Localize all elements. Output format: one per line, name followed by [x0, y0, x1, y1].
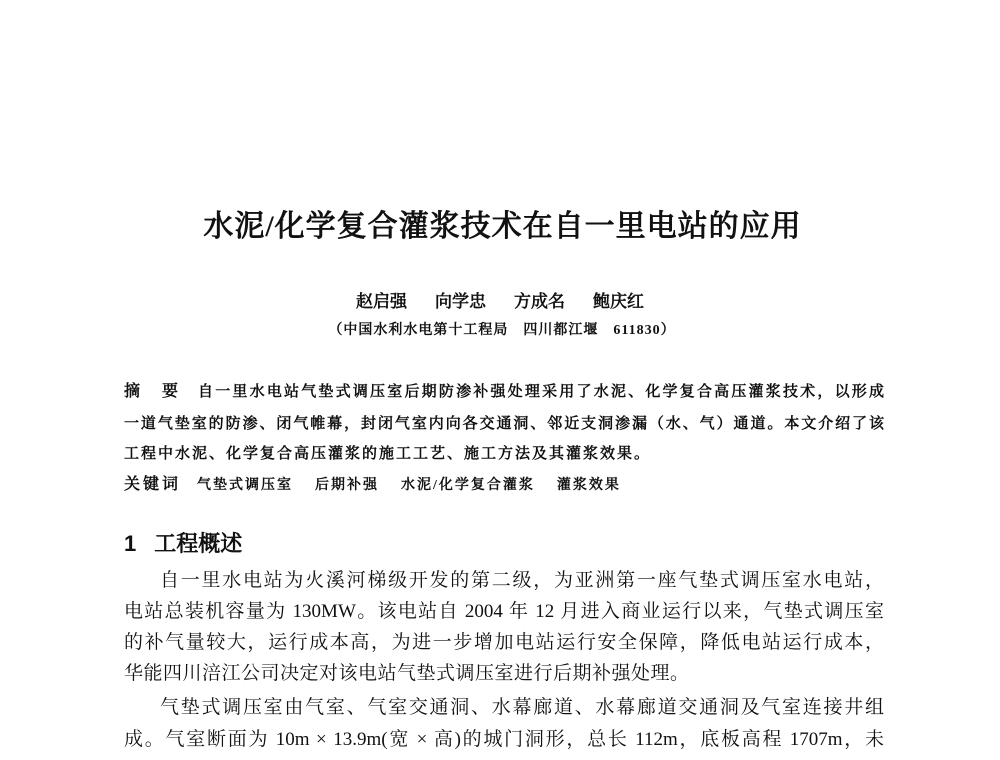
abstract-line: 工程中水泥、化学复合高压灌浆的施工工艺、施工方法及其灌浆效果。	[124, 446, 652, 462]
author-list	[0, 293, 1000, 310]
abstract-line: 一道气垫室的防渗、闭气帷幕，封闭气室内向各交通洞、邻近支洞渗漏（水、气）通道。本文介绍了该	[124, 416, 884, 432]
author-name: 赵启强	[356, 292, 407, 311]
abstract-label: 摘 要	[124, 383, 182, 400]
section-heading	[124, 533, 242, 555]
body-line: 的补气量较大，运行成本高，为进一步增加电站运行安全保障，降低电站运行成本，	[124, 632, 884, 653]
section-number: 1	[124, 531, 137, 556]
keyword: 后期补强	[315, 478, 379, 493]
keyword: 灌浆效果	[556, 478, 621, 493]
body-line: 华能四川涪江公司决定对该电站气垫式调压室进行后期补强处理。	[124, 663, 690, 684]
abstract-line: 自一里水电站气垫式调压室后期防渗补强处理采用了水泥、化学复合高压灌浆技术，以形成	[198, 384, 884, 400]
keyword: 水泥/化学复合灌浆	[401, 478, 535, 493]
body-line: 自一里水电站为火溪河梯级开发的第二级，为亚洲第一座气垫式调压室水电站，	[160, 570, 884, 591]
keyword: 气垫式调压室	[197, 478, 293, 493]
body-line: 成。气室断面为 10m × 13.9m(宽 × 高)的城门洞形，总长 112m，底板高程 1707m，未	[124, 729, 884, 750]
keyword-list	[197, 478, 621, 493]
body-line: 气垫式调压室由气室、气室交通洞、水幕廊道、水幕廊道交通洞及气室连接井组	[160, 697, 884, 718]
author-affiliation: （中国水利水电第十工程局 四川都江堰 611830）	[328, 323, 676, 338]
section-title: 工程概述	[154, 531, 243, 556]
author-name: 方成名	[514, 292, 565, 311]
keywords-label: 关键词	[124, 476, 182, 493]
body-line: 电站总装机容量为 130MW。该电站自 2004 年 12 月进入商业运行以来，气垫式调压室	[124, 601, 884, 622]
paper-title: 水泥/化学复合灌浆技术在自一里电站的应用	[203, 210, 802, 243]
author-name: 向学忠	[435, 292, 486, 311]
author-name: 鲍庆红	[593, 292, 644, 311]
